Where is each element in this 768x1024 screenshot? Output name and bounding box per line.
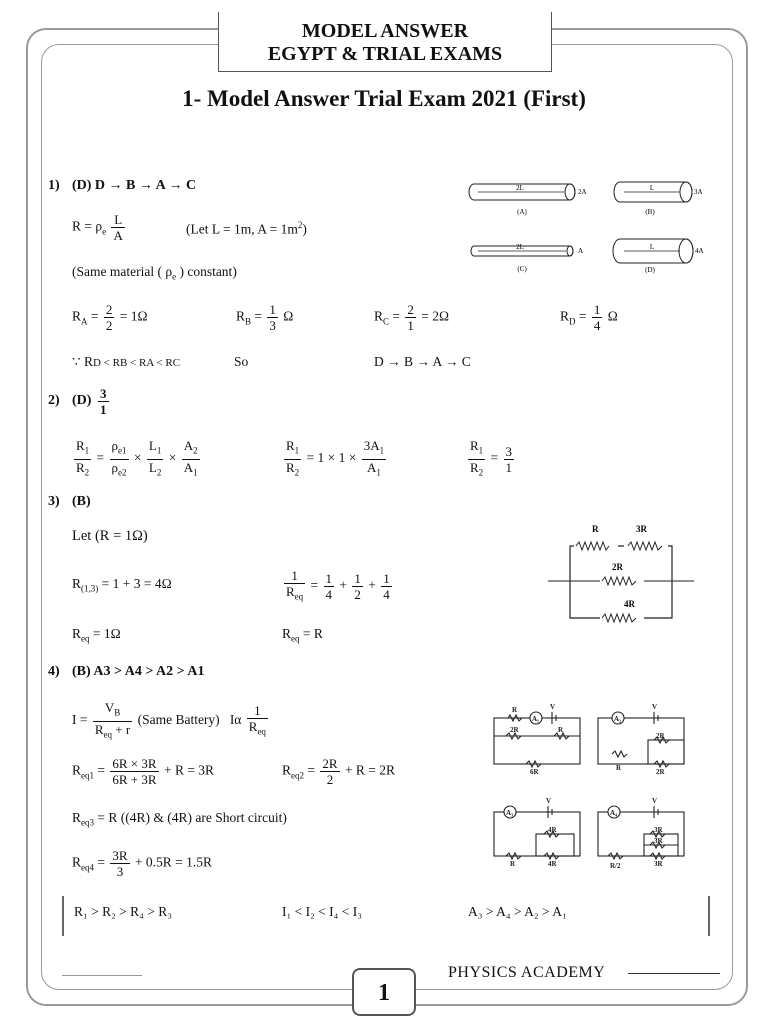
q1-same-material: (Same material ( $\rho_e$ ) constant): [72, 264, 237, 282]
q3-number: 3): [48, 494, 60, 509]
header-box: [218, 12, 552, 72]
q3-req-value: $R_{eq} = 1\Omega$: [72, 626, 121, 644]
svg-text:V: V: [652, 797, 658, 805]
wire-c: [471, 243, 583, 273]
footer-rule-left: [62, 975, 142, 976]
svg-text:2R: 2R: [656, 768, 665, 776]
wire-a-area: 2A: [578, 188, 587, 196]
q2-answer: (D): [72, 393, 92, 408]
wire-d-area: 4A: [695, 247, 704, 255]
svg-text:V: V: [550, 703, 556, 711]
q2-result: $\frac{R_1}{R_2}$ = $\frac{3}{1}$: [470, 438, 513, 478]
q4-circuits-diagram: [488, 700, 694, 876]
summary-bracket-right: [708, 896, 710, 936]
q4-req1: $R_{eq1}$ = $\frac{6R \times 3R}{6R + 3R}$ + R = 3R: [72, 756, 215, 787]
svg-text:3R: 3R: [654, 860, 663, 868]
svg-text:6R: 6R: [530, 768, 539, 776]
q3-parallel-formula: $\frac{1}{R_{eq}}$ = $\frac{1}{4}$ + $\frac{1}{2}$ + $\frac{1}{4}$: [286, 568, 390, 602]
q2-substitution: $\frac{R_1}{R_2}$ = 1 × 1 × $\frac{3A_1}{A_1}$: [286, 438, 385, 478]
svg-text:A₃: A₃: [506, 809, 514, 817]
q4-summary-resistances: R₁ > R₂ > R₄ > R₃: [74, 904, 172, 919]
q1-ra: $R_A$ = $\frac{2}{2}$ = 1Ω: [72, 302, 148, 333]
svg-text:R: R: [616, 764, 622, 772]
q1-so: So: [234, 354, 249, 369]
q3-res-3r: 3R: [636, 524, 647, 534]
header-line2: EGYPT & TRIAL EXAMS: [267, 43, 503, 65]
q1-rb: $R_B$ = $\frac{1}{3}$ Ω: [236, 302, 294, 333]
q1-number: 1): [48, 178, 60, 193]
header-line1: MODEL ANSWER: [301, 20, 469, 42]
q1-since: ∵ RD < RB < RA < RC: [72, 354, 181, 369]
wire-b-len: L: [649, 184, 655, 192]
svg-text:3R: 3R: [654, 837, 663, 845]
svg-text:3R: 3R: [654, 826, 663, 834]
wire-d: [613, 239, 704, 274]
q1-rd: $R_D$ = $\frac{1}{4}$ Ω: [560, 302, 618, 333]
wire-c-area: A: [578, 247, 584, 255]
svg-text:V: V: [652, 703, 658, 711]
q1-order: D → B → A → C: [374, 354, 471, 369]
svg-text:4R: 4R: [548, 860, 557, 868]
wire-b-area: 3A: [694, 188, 703, 196]
q4-req2: $R_{eq2}$ = $\frac{2R}{2}$ + R = 2R: [282, 756, 396, 787]
svg-text:4R: 4R: [548, 826, 557, 834]
q4-current-formula: I = $\frac{V_B}{R_{eq} + r}$ (Same Battery) Iα $\frac{1}{R_{eq}}$: [72, 700, 266, 740]
q4-summary-currents: I₁ < I₂ < I₄ < I₃: [282, 904, 362, 919]
page-title: 1- Model Answer Trial Exam 2021 (First): [182, 86, 586, 111]
svg-text:2R: 2R: [656, 732, 665, 740]
q1-let: (Let L = 1m, $A = 1m^2$): [186, 220, 307, 237]
page-number: 1: [352, 968, 416, 1016]
q2-ratio-formula: $\frac{R_1}{R_2}$ = $\frac{\rho_{e1}}{\rho_{e2}}$ × $\frac{L_1}{L_2}$ × $\frac{A_2}{A_1}$: [76, 438, 198, 478]
wire-a-len: 2L: [516, 184, 524, 192]
footer-rule-right: [628, 973, 720, 974]
wire-c-len: 2L: [516, 243, 524, 251]
q4-summary-ammeters: A₃ > A₄ > A₂ > A₁: [468, 904, 567, 919]
svg-text:V: V: [546, 797, 552, 805]
q3-req-r: $R_{eq} = R$: [282, 626, 323, 644]
svg-text:2R: 2R: [510, 726, 519, 734]
q1-rc: $R_C$ = $\frac{2}{1}$ = 2Ω: [374, 302, 450, 333]
svg-text:R: R: [512, 706, 518, 714]
wire-c-label: (C): [517, 265, 527, 273]
summary-bracket-left: [62, 896, 64, 936]
q3-answer: (B): [72, 494, 91, 509]
q4-answer: (B) A3 > A4 > A2 > A1: [72, 664, 205, 679]
svg-text:A₂: A₂: [614, 715, 622, 723]
q3-r13: $R_{(1,3)} = 1 + 3 = 4\Omega$: [72, 576, 172, 594]
q3-res-2r: 2R: [612, 562, 623, 572]
q4-req3: $R_{eq3} = R$ ((4R) & (4R) are Short circuit): [72, 810, 287, 828]
q3-res-r: R: [592, 524, 599, 534]
svg-text:A₁: A₁: [532, 715, 540, 723]
q4-req4: $R_{eq4}$ = $\frac{3R}{3}$ + 0.5R = 1.5R: [72, 848, 213, 879]
q3-let: Let (R = 1Ω): [72, 528, 148, 544]
q1-wire-diagram: [460, 176, 710, 282]
q2-number: 2): [48, 393, 60, 408]
q4-number: 4): [48, 664, 60, 679]
q1-formula: $R = \rho_e$ $\frac{L}{A}$: [72, 212, 123, 243]
footer-brand: PHYSICS ACADEMY: [448, 964, 606, 981]
svg-text:R: R: [558, 726, 564, 734]
q2-answer-fraction: $\frac{3}{1}$: [100, 386, 107, 417]
svg-text:R: R: [510, 860, 516, 868]
wire-b-label: (B): [645, 208, 655, 216]
svg-text:A₄: A₄: [610, 809, 618, 817]
wire-d-label: (D): [645, 266, 655, 274]
svg-text:R/2: R/2: [610, 862, 621, 870]
q3-circuit-diagram: [544, 518, 704, 630]
wire-a: [469, 184, 587, 216]
wire-b: [614, 182, 703, 216]
wire-d-len: L: [649, 243, 655, 251]
wire-a-label: (A): [517, 208, 527, 216]
q3-res-4r: 4R: [624, 599, 635, 609]
q1-answer: (D) D → B → A → C: [72, 178, 197, 193]
